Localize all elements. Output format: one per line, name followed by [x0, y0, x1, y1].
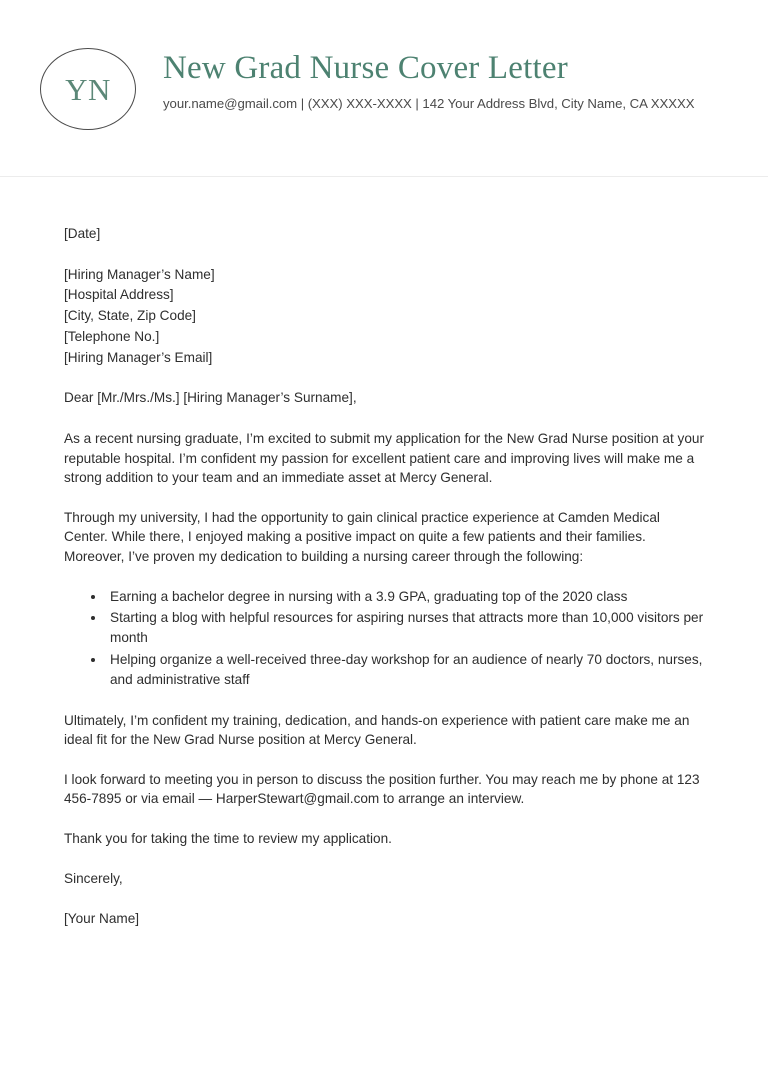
body-paragraph-5: Thank you for taking the time to review my application.	[64, 830, 392, 846]
list-item	[64, 650, 706, 691]
recipient-line: [Hospital Address]	[64, 287, 174, 303]
letterhead-header	[0, 0, 768, 176]
list-item-label: Earning a bachelor degree in nursing with a 3.9 GPA, graduating top of the 2020 class	[110, 588, 628, 604]
letter-body	[64, 224, 706, 950]
bullet-dot-icon	[91, 616, 95, 620]
recipient-line: [Hiring Manager’s Name]	[64, 266, 215, 282]
closing-line: Sincerely,	[64, 870, 123, 886]
monogram-initials: YN	[65, 71, 111, 107]
recipient-address-block	[64, 265, 706, 369]
body-paragraph-4: I look forward to meeting you in person to discuss the position further. You may reach me by phone at 123 456-7895 or via email — HarperStewart@gmail.com to arrange an interview.	[64, 771, 700, 807]
list-item	[64, 608, 706, 649]
list-item-label: Helping organize a well-received three-day workshop for an audience of nearly 70 doctors, nurses, and administrative staff	[110, 651, 703, 688]
recipient-line: [Telephone No.]	[64, 328, 160, 344]
bullet-dot-icon	[91, 595, 95, 599]
body-paragraph-1: As a recent nursing graduate, I’m excited to submit my application for the New Grad Nurse position at your reputable hospital. I’m confident my passion for excellent patient care and improving lives will make me a strong addition to your team and an immediate asset at Mercy General.	[64, 430, 704, 486]
body-paragraph-3: Ultimately, I’m confident my training, dedication, and hands-on experience with patient care make me an ideal fit for the New Grad Nurse position at Mercy General.	[64, 712, 690, 748]
signature-name: [Your Name]	[64, 911, 140, 927]
date-line: [Date]	[64, 226, 101, 241]
salutation: Dear [Mr./Mrs./Ms.] [Hiring Manager’s Surname],	[64, 390, 357, 406]
header-divider	[0, 176, 768, 177]
recipient-line: [City, State, Zip Code]	[64, 308, 196, 324]
achievements-list	[64, 587, 706, 691]
recipient-line: [Hiring Manager’s Email]	[64, 349, 213, 365]
list-item	[64, 587, 706, 607]
page-title: New Grad Nurse Cover Letter	[163, 50, 568, 86]
monogram-badge	[40, 48, 136, 130]
contact-info-line: your.name@gmail.com | (XXX) XXX-XXXX | 142 Your Address Blvd, City Name, CA XXXXX	[163, 95, 695, 111]
header-text-block	[163, 50, 738, 111]
body-paragraph-2: Through my university, I had the opportunity to gain clinical practice experience at Camden Medical Center. While there, I enjoyed making a positive impact on quite a few patients and their families. Moreover, I’ve proven my dedication to building a nursing career through the following:	[64, 509, 660, 564]
list-item-label: Starting a blog with helpful resources for aspiring nurses that attracts more than 10,000 visitors per month	[110, 609, 704, 646]
bullet-dot-icon	[91, 658, 95, 662]
